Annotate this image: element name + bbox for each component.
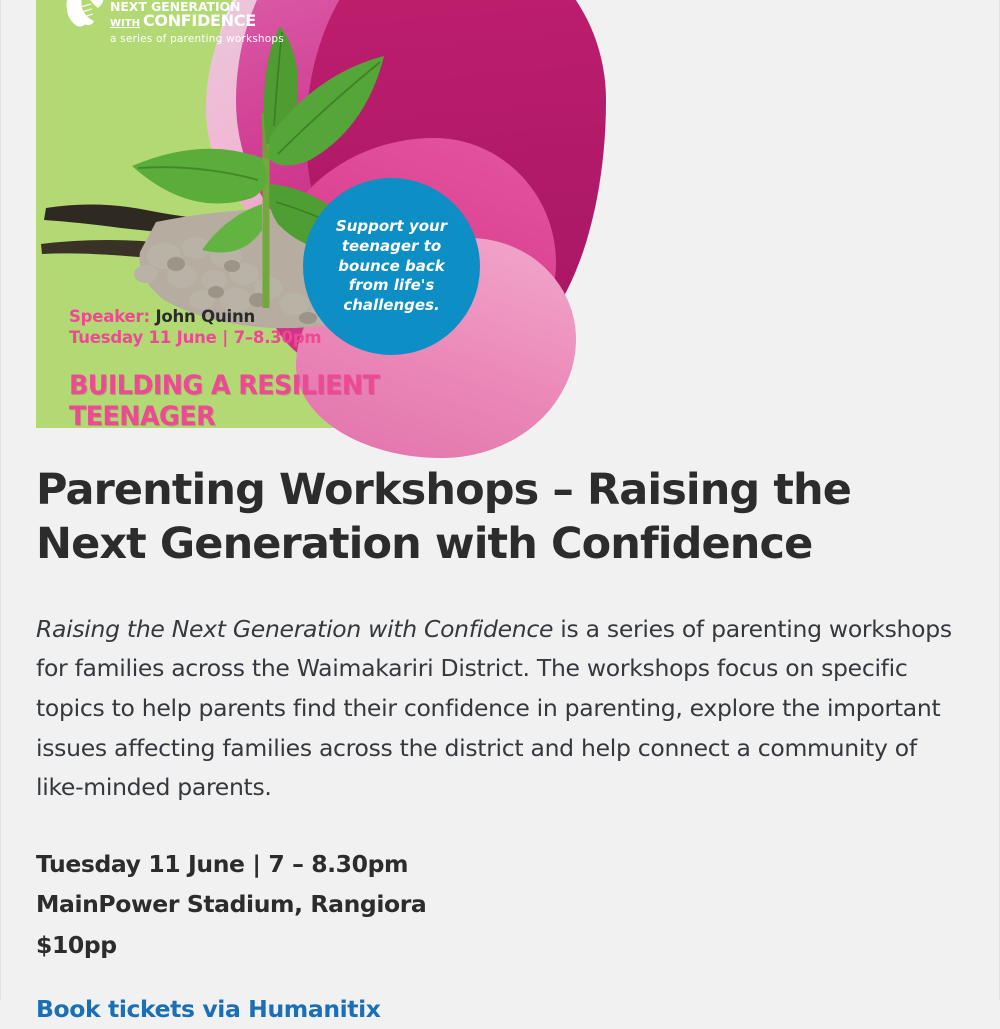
event-poster-image	[36, 0, 496, 432]
poster-badge-circle	[303, 178, 480, 355]
article-body	[36, 428, 966, 1029]
logo-line-3	[110, 13, 284, 29]
booking-line	[36, 991, 966, 1029]
intro-paragraph-rest: is a series of parenting workshops for families across the Waimakariri District. The workshops focus on specific topics to help parents find their confidence in parenting, explore the important issues affecting families across the district and help connect a community of like-minded parents.	[36, 614, 952, 802]
poster-speaker-line	[69, 306, 321, 327]
event-datetime: Tuesday 11 June | 7 – 8.30pm	[36, 850, 409, 879]
page-title: Parenting Workshops – Raising the Next Generation with Confidence	[36, 465, 852, 569]
book-tickets-link[interactable]: Book tickets via Humanitix	[36, 995, 381, 1024]
intro-paragraph	[36, 610, 966, 809]
poster-headline: BUILDING A RESILIENT TEENAGER	[69, 370, 380, 432]
poster-speaker-label: Speaker:	[69, 307, 150, 326]
poster-badge-text: Support your teenager to bounce back from life's challenges.	[335, 217, 448, 315]
intro-series-name: Raising the Next Generation with Confidence	[36, 614, 554, 643]
poster-speaker-name: John Quinn	[155, 307, 256, 326]
event-venue: MainPower Stadium, Rangiora	[36, 890, 427, 919]
hands-heart-icon	[58, 0, 104, 30]
workshop-logo	[58, 0, 284, 45]
logo-with-word: WITH	[110, 18, 140, 30]
event-details-block	[36, 844, 966, 965]
logo-confidence-word: CONFIDENCE	[142, 11, 256, 31]
poster-speaker-datetime: Tuesday 11 June | 7–8.30pm	[69, 328, 322, 348]
page-content	[36, 0, 966, 1029]
logo-line-2: NEXT GENERATION	[110, 0, 241, 14]
event-price: $10pp	[36, 930, 117, 959]
poster-speaker-block	[69, 306, 321, 348]
logo-subtitle: a series of parenting workshops	[110, 33, 284, 46]
